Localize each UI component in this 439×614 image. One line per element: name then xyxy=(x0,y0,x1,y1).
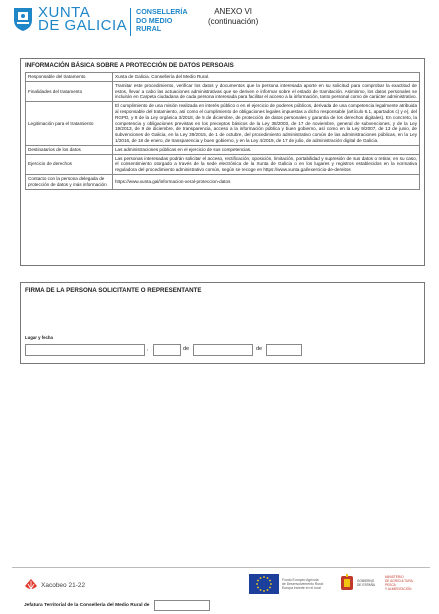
ministry-text xyxy=(385,576,421,591)
row-value: https://www.xunta.gal/informacion-xeral-proteccion-datos xyxy=(113,174,420,189)
table-row xyxy=(26,145,420,154)
department-line-1: CONSELLERÍA xyxy=(136,7,188,16)
signature-title: FIRMA DE LA PERSONA SOLICITANTE O REPRESENTANTE xyxy=(25,287,202,294)
row-value: Las administraciones públicas en el ejercicio de sus competencias. xyxy=(113,145,420,154)
eu-flag-icon xyxy=(249,574,279,594)
logo-line-1: XUNTA xyxy=(38,4,91,21)
spain-coat-of-arms-icon xyxy=(340,574,354,594)
logo-line-2: DE GALICIA xyxy=(38,17,128,34)
xunta-logo xyxy=(12,6,127,32)
signature-section xyxy=(20,282,425,364)
row-label: Contacto con la persona delegada de protección de datos y más información xyxy=(26,174,113,189)
table-row xyxy=(26,174,420,189)
office-label: Jefatura Territorial de la Consellería del Medio Rural de xyxy=(24,603,150,608)
of-separator-1: de xyxy=(183,346,190,352)
department-line-2: DO MEDIO xyxy=(136,15,173,25)
ministry-line-1: MINISTERIO xyxy=(385,575,404,580)
footer-divider xyxy=(12,567,430,568)
xacobeo-shell-icon xyxy=(24,578,38,592)
xacobeo-label: Xacobeo 21-22 xyxy=(41,581,86,589)
table-row xyxy=(26,102,420,146)
ministry-line-2: DE AGRICULTURA, PESCA xyxy=(385,579,414,587)
row-value: Las personas interesadas podrán solicitar el acceso, rectificación, oposición, limitación, portabilidad y supresión de sus datos o retirar, en su caso, el consentimiento otorgado a través de la sede electrónica de la Xunta de Galicia o en los lugares y registros establecidos en la normativa reguladora del procedimiento administrativo común, según se recoge en https://www.xunta.gal/exercicio-de-dereitos xyxy=(113,154,420,174)
spain-government-logo xyxy=(340,574,421,594)
comma-separator: , xyxy=(147,346,149,352)
spain-government-text xyxy=(357,580,381,588)
data-protection-table xyxy=(25,72,420,190)
row-label: Responsable del tratamento xyxy=(26,73,113,82)
year-input[interactable] xyxy=(266,344,302,356)
row-label: Finalidades del tratamento xyxy=(26,81,113,101)
ministry-line-3: Y ALIMENTACIÓN xyxy=(385,586,412,591)
month-input[interactable] xyxy=(193,344,253,356)
eu-line-2: de Desenvolvemento Rural: xyxy=(282,581,324,586)
document-header xyxy=(12,6,432,42)
row-label: Ejercicio de derechos xyxy=(26,154,113,174)
table-row xyxy=(26,73,420,82)
place-input[interactable] xyxy=(25,344,145,356)
table-row xyxy=(26,154,420,174)
data-protection-title: INFORMACIÓN BÁSICA SOBRE A PROTECCIÓN DE DATOS PERSOAIS xyxy=(25,62,234,69)
xunta-wordmark xyxy=(38,6,127,32)
es-line-1: GOBIERNO xyxy=(357,579,375,584)
eu-line-1: Fondo Europeo Agrícola xyxy=(282,577,319,582)
es-line-2: DE ESPAÑA xyxy=(357,583,376,587)
of-separator-2: de xyxy=(256,346,263,352)
row-label: Destinatarios de los datos xyxy=(26,145,113,154)
xunta-shield-icon xyxy=(12,6,34,32)
annex-continuation: (continuación) xyxy=(208,17,259,26)
row-value: Tramitar este procedimiento, verificar los datos y documentos que la persona interesada aporte en su solicitud para comprobar la exactitud de estos, llevar a cabo las actuaciones administrativas que se deriven e informar sobre el estado de tramitación. Asimismo, los datos personales se incluirán en Carpeta ciudadana de cada persona interesada para facilitar el acceso a la información, tanto personal como de carácter administrativo. xyxy=(113,81,420,101)
department-line-3: RURAL xyxy=(136,24,162,33)
xacobeo-logo xyxy=(24,578,85,592)
row-label: Legitimación para el tratamiento xyxy=(26,102,113,146)
annex-title xyxy=(208,7,258,27)
data-protection-section xyxy=(20,58,425,266)
department-name xyxy=(136,8,188,34)
header-divider xyxy=(130,8,131,36)
office-input[interactable] xyxy=(154,600,210,611)
eu-line-3: Europa invierte en el rural xyxy=(282,586,321,591)
row-value: El cumplimiento de una misión realizada en interés público o en el ejercicio de poderes públicos, derivada de una competencia legalmente atribuida al responsable del tratamiento, así como el cumplimiento de obligaciones legales impuestas a dicho responsable (artículo 6.1, apartados c) y e), del RGPD, y 8 de la Ley orgánica 3/2018, de 5 de diciembre, de protección de datos personales y garantía de los derechos digitales). En concreto, la competencia y obligaciones previstas en los preceptos básicos de la Ley 38/2003, de 17 de noviembre, general de subvenciones, y de la Ley 19/2013, de 9 de diciembre, de transparencia, acceso a la información pública y buen gobierno, así como en la Ley 9/2007, de 13 de junio, de subvenciones de Galicia, en la Ley 39/2015, de 1 de octubre, del procedimiento administrativo común de las administraciones públicas, en la Ley 1/2016, de 18 de enero, de transparencia y buen gobierno, y en la Ley 4/2019, de 17 de julio, de administración digital de Galicia. xyxy=(113,102,420,146)
table-row xyxy=(26,81,420,101)
eu-feader-logo xyxy=(249,574,330,594)
day-input[interactable] xyxy=(153,344,181,356)
annex-number: ANEXO VI xyxy=(214,7,253,16)
eu-fund-text xyxy=(282,578,330,591)
place-date-label: Lugar y fecha xyxy=(25,335,53,340)
row-value: Xunta de Galicia. Consellería del Medio Rural. xyxy=(113,73,420,82)
